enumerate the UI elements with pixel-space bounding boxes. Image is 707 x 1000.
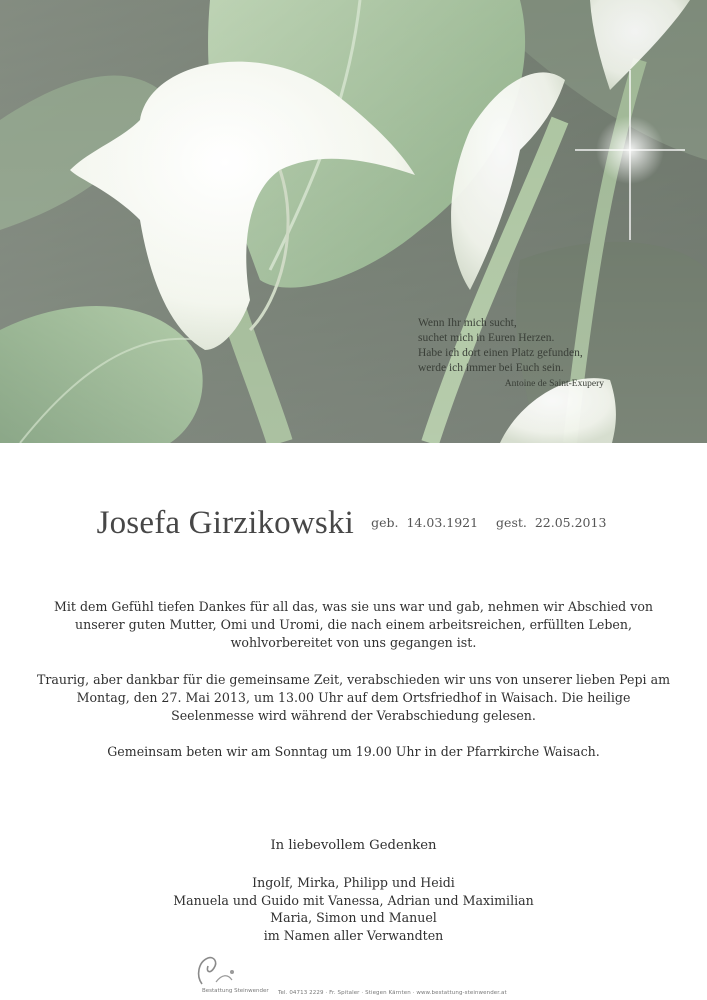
mourners-list [0, 874, 707, 944]
closing-heading: In liebevollem Gedenken [270, 838, 437, 853]
born-label: geb. [371, 515, 399, 530]
quote-block [418, 316, 618, 392]
birth-date: 14.03.1921 [406, 515, 479, 530]
mourner-line: Maria, Simon und Manuel [270, 910, 437, 925]
prayer-paragraph: Gemeinsam beten wir am Sonntag um 19.00 Uhr in der Pfarrkirche Waisach. [107, 744, 600, 759]
deceased-header [0, 505, 707, 542]
life-dates [371, 515, 610, 530]
calla-lily-photo [0, 0, 707, 443]
quote-line: Habe ich dort einen Platz gefunden, [418, 347, 583, 359]
farewell-paragraph: Mit dem Gefühl tiefen Dankes für all das, was sie uns war und gab, nehmen wir Abschied von unserer guten Mutter, Omi und Uromi, die nach einem arbeitsreichen, erfüllten Leben, wohlvorbereitet von uns gegangen ist. [53, 599, 654, 650]
death-date: 22.05.2013 [534, 515, 607, 530]
quote-line: Wenn Ihr mich sucht, [418, 317, 517, 329]
undertaker-brand: Bestattung Steinwender [202, 988, 269, 994]
undertaker-logo-icon [192, 954, 242, 988]
funeral-details-paragraph: Traurig, aber dankbar für die gemeinsame Zeit, verabschieden wir uns von unserer lieben Pepi am Montag, den 27. Mai 2013, um 13.00 Uhr auf dem Ortsfriedhof in Waisach. Die heilige Seelenmesse wird während der Verabschiedung gelesen. [36, 672, 671, 723]
undertaker-contact: Tel. 04713 2229 · Fr. Spitaler · Stiegen Kärnten · www.bestattung-steinwender.at [278, 990, 507, 996]
quote-line: suchet mich in Euren Herzen. [418, 332, 555, 344]
mourner-line: im Namen aller Verwandten [263, 927, 444, 943]
mourner-line: Manuela und Guido mit Vanessa, Adrian und Maximilian [173, 892, 534, 908]
undertaker-footer [192, 954, 572, 998]
mourner-line: Ingolf, Mirka, Philipp und Heidi [252, 875, 455, 890]
died-label: gest. [496, 515, 527, 530]
deceased-name: Josefa Girzikowski [96, 505, 355, 541]
quote-line: werde ich immer bei Euch sein. [418, 362, 564, 374]
quote-author: Antoine de Saint-Exupery [504, 379, 604, 389]
